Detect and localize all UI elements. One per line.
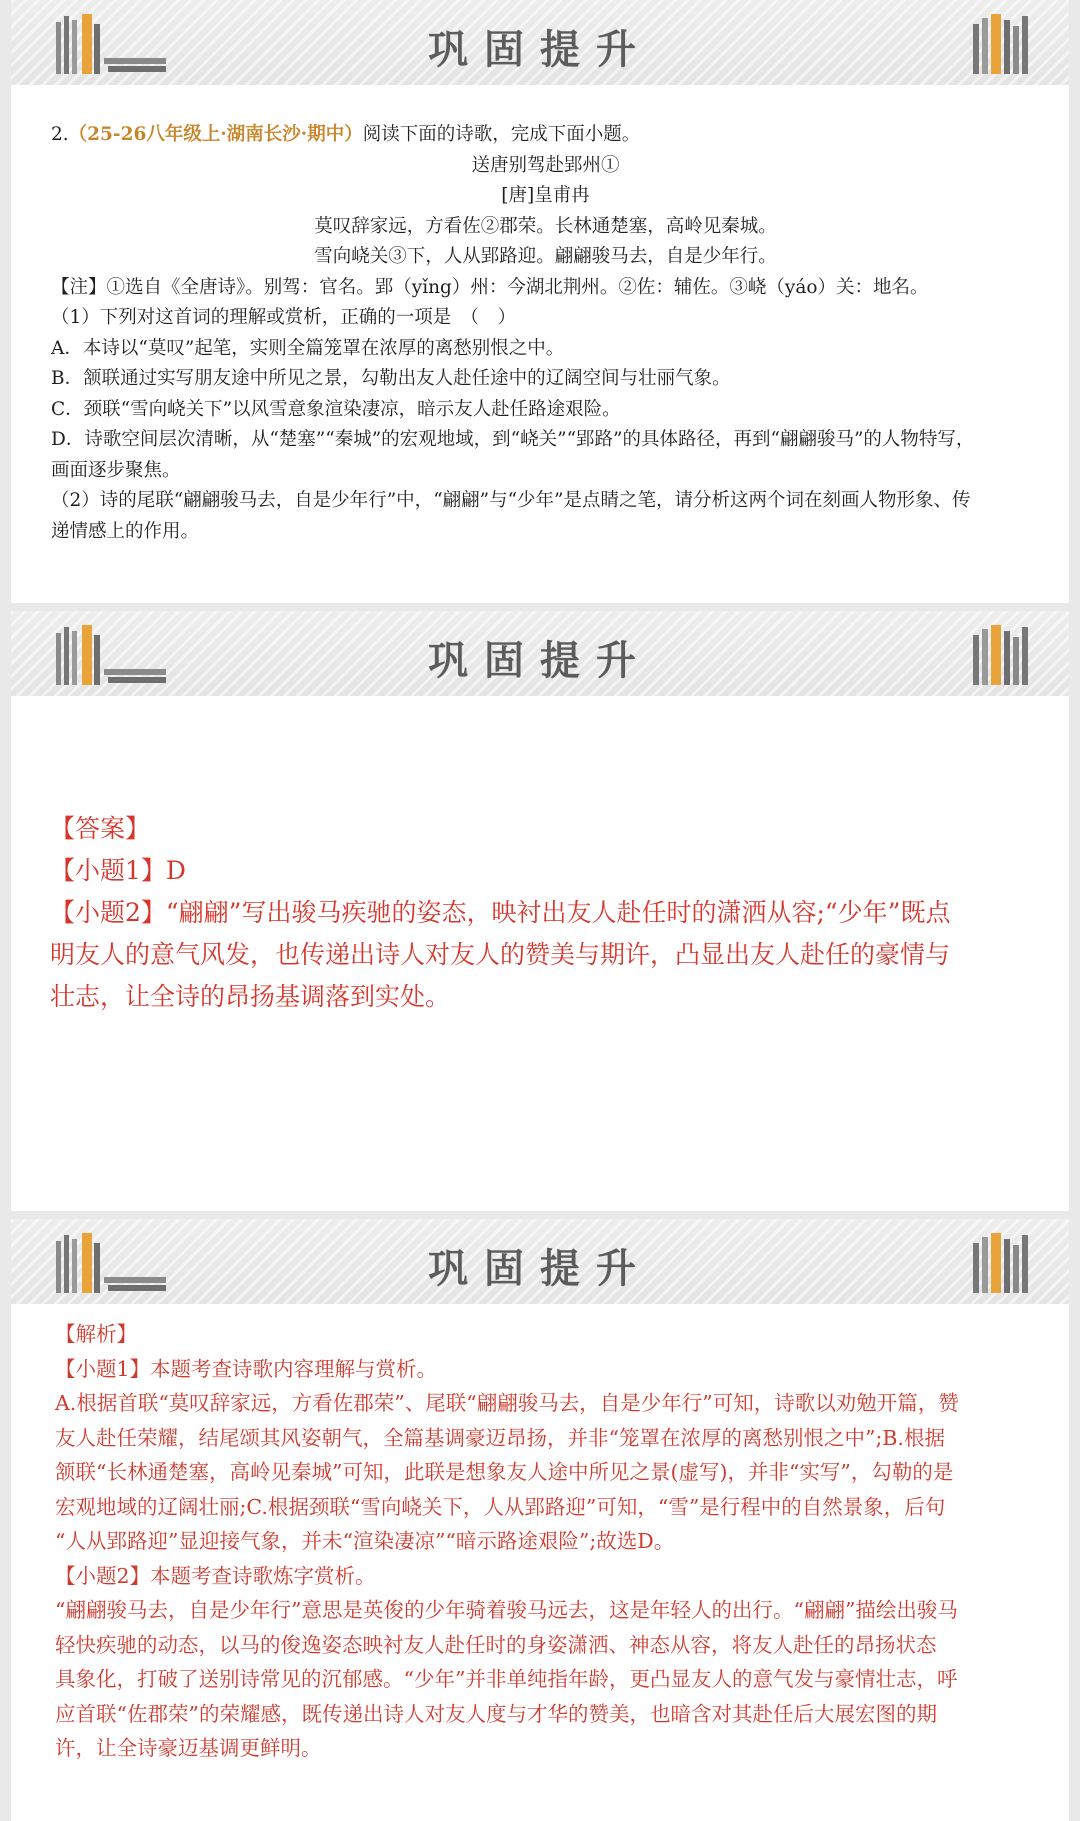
question-source: （25-26八年级上·湖南长沙·期中） [68,124,363,145]
analysis-2-line: 具象化，打破了送别诗常见的沉郁感。“少年”并非单纯指年龄，更凸显友人的意气发与豪情壮志，呼 [55,1667,958,1691]
section-banner [11,611,1069,696]
analysis-1-title: 【小题1】本题考查诗歌内容理解与赏析。 [55,1356,438,1381]
poem-author: [唐]皇甫冉 [501,185,590,206]
answer-2-continued: 壮志，让全诗的昂扬基调落到实处。 [50,982,451,1011]
poem-line: 莫叹辞家远，方看佐②郡荣。长林通楚塞，高岭见秦城。 [314,215,777,237]
question-content [51,120,1040,547]
analysis-1-line: A.根据首联“莫叹辞家远，方看佐郡荣”、尾联“翩翩骏马去，自是少年行”可知，诗歌以劝勉开篇，赞 [55,1391,959,1415]
books-right-icon [973,14,1033,78]
banner-title: 巩固提升 [428,638,652,684]
analysis-2-line: 许，让全诗豪迈基调更鲜明。 [55,1736,322,1760]
banner-title: 巩固提升 [428,1246,652,1292]
books-right-icon [973,1233,1033,1297]
poem-title: 送唐别驾赴郢州① [471,154,620,176]
poem-note: 【注】①选自《全唐诗》。别驾：官名。郢（yǐng）州：今湖北荆州。②佐：辅佐。③峣（yáo）关：地名。 [51,276,929,298]
question-header [51,120,1040,151]
analysis-2-title: 【小题2】本题考查诗歌炼字赏析。 [55,1563,376,1588]
answer-2: 【小题2】“翩翩”写出骏马疾驰的姿态，映衬出友人赴任时的潇洒从容;“少年”既点 [50,898,951,927]
analysis-1-line: 颔联“长林通楚塞，高岭见秦城”可知，此联是想象友人途中所见之景(虚写)，并非“实写”，勾勒的是 [55,1460,954,1484]
option-a: A．本诗以“莫叹”起笔，实则全篇笼罩在浓厚的离愁别恨之中。 [51,337,565,359]
question-intro: 阅读下面的诗歌，完成下面小题。 [362,124,641,145]
analysis-1-line: 宏观地域的辽阔壮丽;C.根据颈联“雪向峣关下，人从郢路迎”可知，“雪”是行程中的自然景象，后句 [55,1494,946,1519]
analysis-2-line: 应首联“佐郡荣”的荣耀感，既传递出诗人对友人度与才华的赞美，也暗含对其赴任后大展宏图的期 [55,1701,937,1726]
sub-question-1: （1）下列对这首词的理解或赏析，正确的一项是 （ ） [51,307,517,328]
answer-heading: 【答案】 [50,814,151,843]
answer-1: 【小题1】D [50,856,186,885]
banner-title: 巩固提升 [428,27,652,73]
option-c: C．颈联“雪向峣关下”以风雪意象渲染凄凉，暗示友人赴任路途艰险。 [51,398,621,420]
books-right-icon [973,625,1033,689]
sub-question-2: （2）诗的尾联“翩翩骏马去，自是少年行”中，“翩翩”与“少年”是点睛之笔，请分析这两个词在刻画人物形象、传 [51,490,971,511]
analysis-1-line: “人从郢路迎”显迎接气象，并未“渲染凄凉”“暗示路途艰险”;故选D。 [55,1529,675,1553]
analysis-1-line: 友人赴任荣耀，结尾颂其风姿朝气，全篇基调豪迈昂扬，并非“笼罩在浓厚的离愁别恨之中”;B.根据 [55,1425,945,1450]
section-banner [11,0,1069,85]
option-b: B．颔联通过实写朋友途中所见之景，勾勒出友人赴任途中的辽阔空间与壮丽气象。 [51,368,731,389]
analysis-heading: 【解析】 [55,1322,137,1346]
analysis-2-line: “翩翩骏马去，自是少年行”意思是英俊的少年骑着骏马远去，这是年轻人的出行。“翩翩”描绘出骏马 [55,1598,958,1622]
answer-content [50,808,1040,1018]
option-d-continued: 画面逐步聚焦。 [51,459,181,481]
section-banner [11,1219,1069,1304]
sub-question-2-continued: 递情感上的作用。 [51,520,200,542]
option-d: D．诗歌空间层次清晰，从“楚塞”“秦城”的宏观地域，到“峣关”“郢路”的具体路径，再到“翩翩骏马”的人物特写， [51,429,975,450]
question-number: 2. [51,124,69,145]
analysis-content [55,1317,1050,1766]
answer-2-continued: 明友人的意气风发，也传递出诗人对友人的赞美与期许，凸显出友人赴任的豪情与 [50,940,951,969]
poem-line: 雪向峣关③下，人从郢路迎。翩翩骏马去，自是少年行。 [314,246,777,267]
analysis-2-line: 轻快疾驰的动态，以马的俊逸姿态映衬友人赴任时的身姿潇洒、神态从容，将友人赴任的昂扬状态 [55,1632,937,1657]
